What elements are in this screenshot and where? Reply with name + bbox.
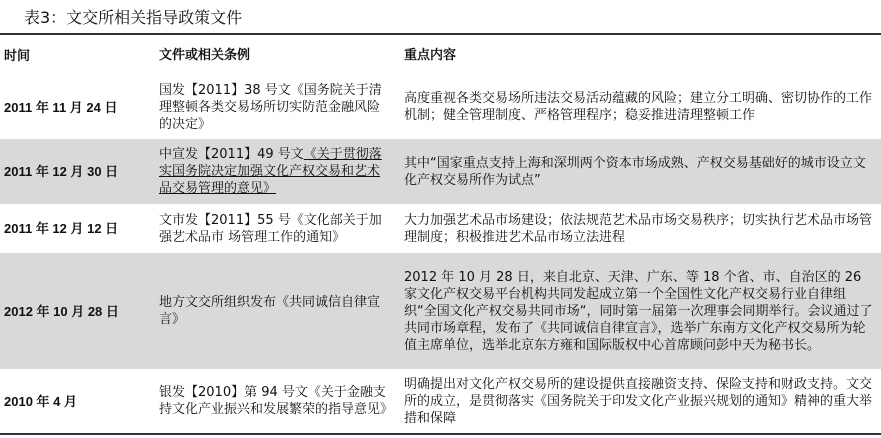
table-row [0,75,881,139]
table-row [0,253,881,369]
policy-table [0,33,881,435]
table-header [0,35,881,75]
row-date: 2011 年 11 月 24 日 [4,99,118,115]
row-date: 2012 年 10 月 28 日 [4,303,119,319]
row-content: 明确提出对文化产权交易所的建设提供直接融资支持、保险支持和财政支持。文交所的成立，是贯彻落实《国务院关于印发文化产业振兴规划的通知》精神的重大举措和保障 [404,376,873,426]
row-content: 大力加强艺术品市场建设；依法规范艺术品市场交易秩序；切实执行艺术品市场管理制度；积极推进艺术品市场立法进程 [404,212,873,245]
row-document: 银发【2010】第 94 号文《关于金融支持文化产业振兴和发展繁荣的指导意见》 [159,385,394,417]
row-content: 2012 年 10 月 28 日，来自北京、天津、广东、等 18 个省、市、自治区的 26 家文化产权交易平台机构共同发起成立第一个全国性文化产权交易行业自律组织“全国文化产权交易共同市场“，同时第一届第一次理事会同期举行。会议通过了共同市场章程，发布了《共同诚信自律宣言》，选举广东南方文化产权交易所为轮值主席单位，选举北京东方雍和国际版权中心首席顾问彭中天为秘书长。 [404,269,873,353]
row-content: 其中“国家重点支持上海和深圳两个资本市场成熟、产权交易基础好的城市设立文化产权交易所作为试点” [404,155,866,188]
row-content: 高度重视各类交易场所违法交易活动蕴藏的风险；建立分工明确、密切协作的工作机制；健全管理制度、严格管理程序；稳妥推进清理整顿工作 [404,91,873,123]
table-row [0,139,881,204]
header-date: 时间 [4,47,31,63]
table-row [0,204,881,253]
row-document: 国发【2011】38 号文《国务院关于清理整顿各类交易场所切实防范金融风险的决定》 [159,82,382,132]
table-row [0,369,881,433]
document-link[interactable]: 《关于贯彻落实国务院决定加强文化产权交易和艺术品交易管理的意见》 [159,147,382,196]
document-code: 中宣发【2011】49 号文 [159,147,304,162]
row-date: 2010 年 4 月 [4,393,77,409]
row-date: 2011 年 12 月 12 日 [4,221,119,236]
row-document [159,146,404,197]
row-document: 地方文交所组织发布《共同诚信自律宣言》 [159,295,381,327]
row-document: 文市发【2011】55 号《文化部关于加强艺术品市 场管理工作的通知》 [159,212,382,245]
table-title: 表3：文交所相关指导政策文件 [24,8,243,27]
row-date: 2011 年 12 月 30 日 [4,164,119,179]
header-content: 重点内容 [404,47,457,63]
header-document: 文件或相关条例 [159,47,251,63]
